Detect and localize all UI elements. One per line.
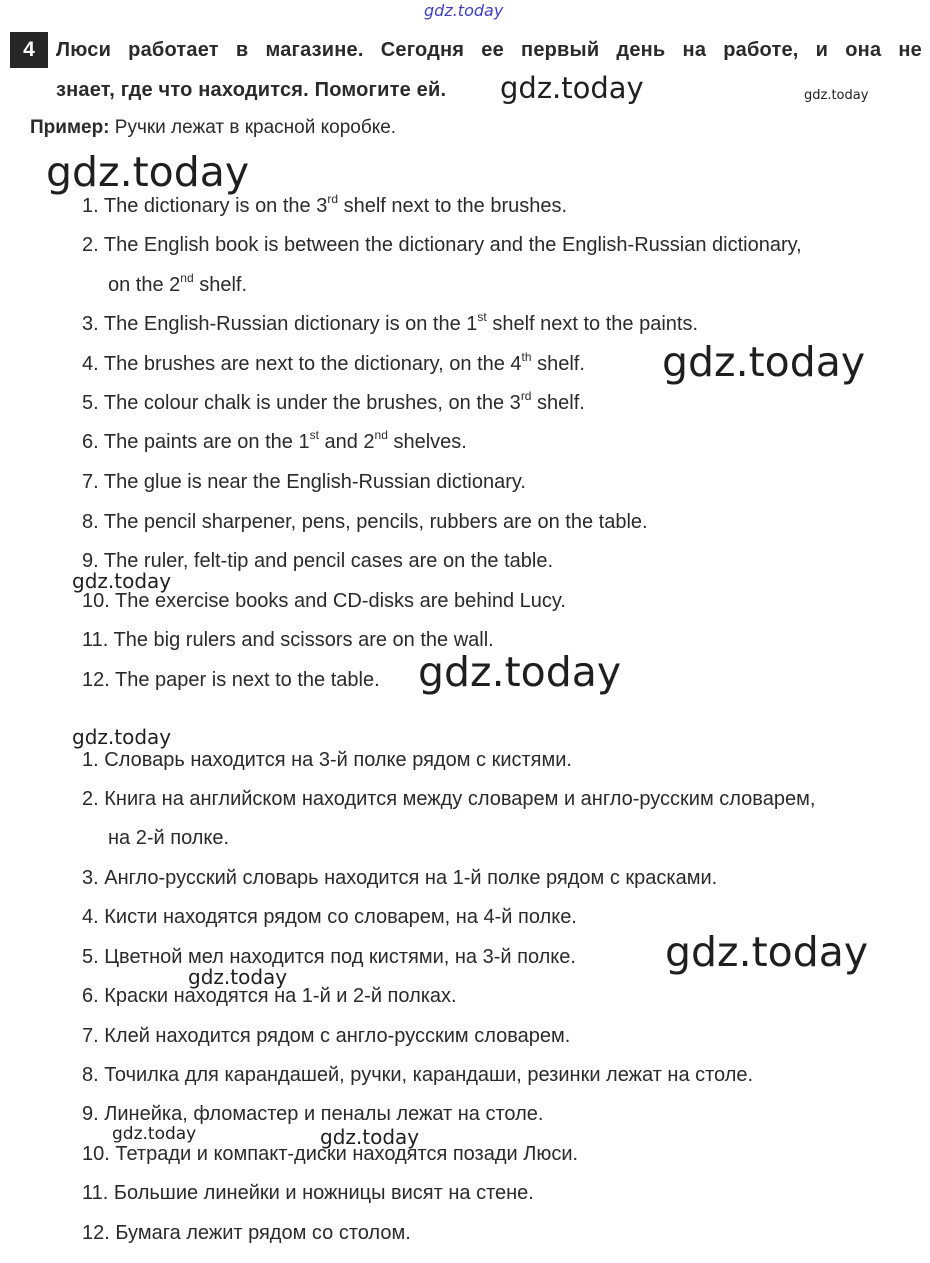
english-answer xyxy=(82,384,585,424)
answer-number: 8. xyxy=(82,511,99,533)
watermark: gdz.today xyxy=(72,725,172,749)
answer-number: 4. xyxy=(82,353,99,375)
answer-text-mid: and 2 xyxy=(318,431,375,453)
ordinal-suffix: rd xyxy=(520,389,532,403)
watermark: gdz.today xyxy=(665,928,869,976)
answer-text-end: shelf. xyxy=(193,274,248,296)
answer-text: Англо-русский словарь находится на 1-й полке рядом с красками. xyxy=(104,867,718,889)
english-answer xyxy=(82,423,467,463)
answer-number: 10. xyxy=(82,1143,110,1165)
answer-text: The ruler, felt-tip and pencil cases are on the table. xyxy=(103,550,554,572)
russian-answer xyxy=(82,780,815,820)
answer-text: на 2-й полке. xyxy=(108,827,230,849)
answer-number: 3. xyxy=(82,313,99,335)
english-answer xyxy=(82,226,802,266)
answer-number: 7. xyxy=(82,1025,99,1047)
answer-text: The exercise books and CD-disks are behind Lucy. xyxy=(115,590,566,612)
task-instruction-line2: знает, где что находится. Помогите ей. xyxy=(56,79,447,101)
answer-number: 2. xyxy=(82,234,99,256)
watermark: gdz.today xyxy=(662,338,866,386)
task-number-badge: 4 xyxy=(10,32,48,68)
answer-text-end: shelf. xyxy=(531,353,585,375)
watermark: gdz.today xyxy=(72,569,172,593)
ordinal-suffix: st xyxy=(477,310,487,324)
answer-number: 6. xyxy=(82,431,99,453)
ordinal-suffix: th xyxy=(521,350,532,364)
answer-number: 5. xyxy=(82,392,99,414)
example xyxy=(30,115,396,141)
answer-text: Точилка для карандашей, ручки, карандаши, резинки лежат на столе. xyxy=(104,1064,754,1086)
answer-text-end: shelf next to the paints. xyxy=(486,313,699,335)
watermark-top: gdz.today xyxy=(424,1,504,20)
answer-number: 11. xyxy=(82,1182,109,1204)
answer-text: The paper is next to the table. xyxy=(115,669,380,691)
answer-number: 9. xyxy=(82,550,99,572)
ordinal-suffix: nd xyxy=(180,271,194,285)
answer-number: 8. xyxy=(82,1064,99,1086)
english-answer xyxy=(82,345,585,385)
answer-text: Линейка, фломастер и пеналы лежат на столе. xyxy=(104,1103,544,1125)
answer-number: 12. xyxy=(82,669,110,691)
answer-text: Кисти находятся рядом со словарем, на 4-й полке. xyxy=(104,906,577,928)
answer-text: The paints are on the 1 xyxy=(103,431,310,453)
answer-text-end: shelves. xyxy=(387,431,467,453)
watermark: gdz.today xyxy=(418,648,622,696)
ordinal-suffix: rd xyxy=(327,192,339,206)
english-answer xyxy=(82,305,698,345)
watermark: gdz.today xyxy=(500,71,644,105)
answer-text: The big rulers and scissors are on the wall. xyxy=(113,629,494,651)
answer-number: 10. xyxy=(82,590,110,612)
russian-answer xyxy=(82,898,577,938)
answer-number: 3. xyxy=(82,867,99,889)
watermark: gdz.today xyxy=(188,965,288,989)
ordinal-suffix: st xyxy=(309,428,319,442)
answer-text-end: shelf. xyxy=(531,392,585,414)
answer-number: 2. xyxy=(82,788,99,810)
english-answer xyxy=(82,463,526,503)
russian-answer xyxy=(82,1174,534,1214)
watermark: gdz.today xyxy=(112,1124,197,1144)
answer-text: The brushes are next to the dictionary, on the 4 xyxy=(103,353,522,375)
answer-text-end: shelf next to the brushes. xyxy=(338,195,568,217)
task-instruction xyxy=(56,30,922,110)
russian-answer xyxy=(82,1056,753,1096)
task-instruction-line1: Люси работает в магазине. Сегодня ее первый день на работе, и она не xyxy=(56,39,922,61)
answer-text: Большие линейки и ножницы висят на стене. xyxy=(113,1182,534,1204)
example-text: Ручки лежат в красной коробке. xyxy=(109,117,397,138)
russian-answer xyxy=(82,938,576,978)
watermark: gdz.today xyxy=(320,1125,420,1149)
answer-text: The pencil sharpener, pens, pencils, rubbers are on the table. xyxy=(103,511,648,533)
russian-answer-continuation xyxy=(108,819,229,859)
english-answer xyxy=(82,661,380,701)
answer-text: Словарь находится на 3-й полке рядом с кистями. xyxy=(104,749,572,771)
answer-text: Клей находится рядом с англо-русским словарем. xyxy=(104,1025,571,1047)
answer-text: Цветной мел находится под кистями, на 3-й полке. xyxy=(104,946,576,968)
example-label: Пример: xyxy=(30,117,110,138)
answer-text: The glue is near the English-Russian dictionary. xyxy=(103,471,526,493)
answer-text: The colour chalk is under the brushes, on the 3 xyxy=(103,392,521,414)
watermark: gdz.today xyxy=(804,88,869,103)
answer-text: Тетради и компакт-диски находятся позади Люси. xyxy=(115,1143,579,1165)
answer-number: 12. xyxy=(82,1222,110,1244)
answer-number: 11. xyxy=(82,629,109,651)
answer-number: 9. xyxy=(82,1103,99,1125)
russian-answer xyxy=(82,1214,411,1254)
english-answer-continuation xyxy=(108,266,247,306)
russian-answer xyxy=(82,1017,570,1057)
ordinal-suffix: nd xyxy=(374,428,388,442)
answer-number: 1. xyxy=(82,749,99,771)
answer-number: 6. xyxy=(82,985,99,1007)
answer-text: The dictionary is on the 3 xyxy=(103,195,328,217)
answer-number: 5. xyxy=(82,946,99,968)
answer-text: The English book is between the dictionary and the English-Russian dictionary, xyxy=(103,234,802,256)
answer-number: 1. xyxy=(82,195,99,217)
answer-text: The English-Russian dictionary is on the 1 xyxy=(103,313,478,335)
answer-text: Бумага лежит рядом со столом. xyxy=(115,1222,411,1244)
answer-text: on the 2 xyxy=(108,274,181,296)
answer-text: Книга на английском находится между словарем и англо-русским словарем, xyxy=(104,788,816,810)
answer-text: Краски находятся на 1-й и 2-й полках. xyxy=(104,985,457,1007)
english-answer xyxy=(82,503,648,543)
answer-number: 4. xyxy=(82,906,99,928)
answer-number: 7. xyxy=(82,471,99,493)
russian-answer xyxy=(82,859,717,899)
watermark: gdz.today xyxy=(46,148,250,196)
